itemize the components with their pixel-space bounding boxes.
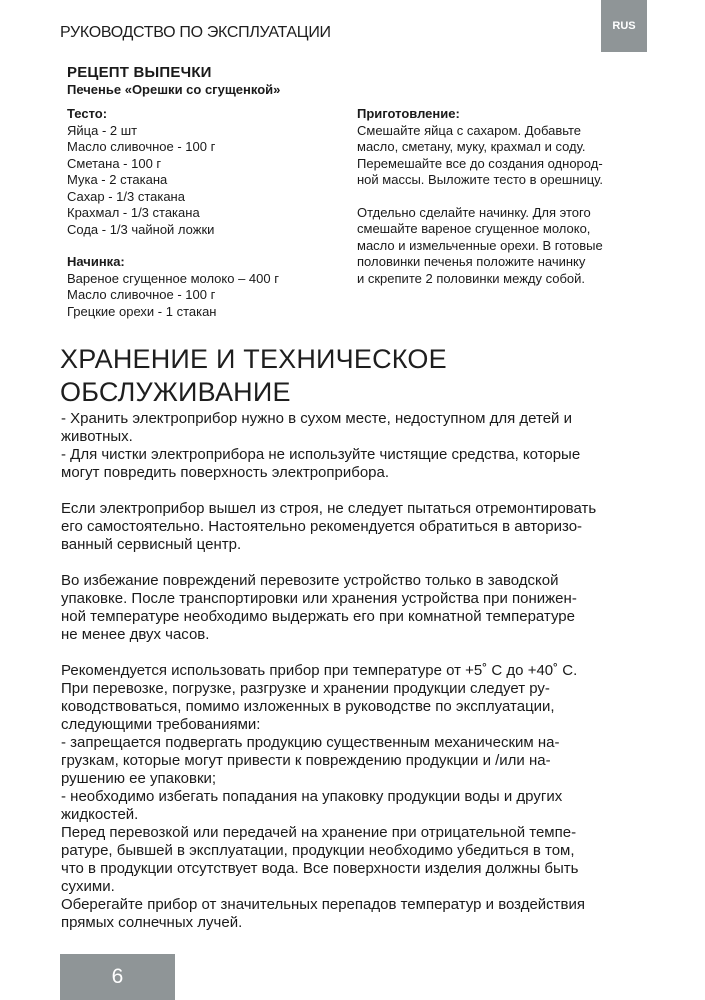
text-line: При перевозке, погрузке, разгрузке и хранении продукции следует ру- (61, 680, 550, 697)
section-heading (60, 343, 447, 409)
language-tab: RUS (601, 0, 647, 52)
text-line: Во избежание повреждений перевозите устройство только в заводской (61, 572, 559, 589)
text-line: - Для чистки электроприбора не используйте чистящие средства, которые (61, 446, 581, 463)
filling-item: Масло сливочное - 100 г (67, 287, 216, 302)
text-line: Рекомендуется использовать прибор при температуре от +5˚ С до +40˚ С. (61, 662, 578, 679)
text-line: смешайте вареное сгущенное молоко, (357, 221, 591, 236)
filling-item: Грецкие орехи - 1 стакан (67, 303, 217, 319)
paragraph (61, 410, 651, 482)
text-line: прямых солнечных лучей. (61, 914, 243, 931)
text-line: его самостоятельно. Настоятельно рекомендуется обратиться в авторизо- (61, 518, 583, 535)
text-line: что в продукции отсутствует вода. Все поверхности изделия должны быть (61, 860, 579, 877)
paragraph (61, 662, 651, 932)
section-heading-line: ХРАНЕНИЕ И ТЕХНИЧЕСКОЕ (60, 344, 447, 374)
text-line: Отдельно сделайте начинку. Для этого (357, 204, 591, 220)
dough-item: Сметана - 100 г (67, 155, 162, 171)
text-line: ратуре, бывшей в эксплуатации, продукции необходимо убедиться в том, (61, 842, 575, 859)
dough-item: Сода - 1/3 чайной ложки (67, 221, 215, 237)
paragraph (61, 572, 651, 644)
preparation-paragraph-1 (357, 123, 647, 189)
text-line: животных. (61, 428, 133, 445)
header-title: РУКОВОДСТВО ПО ЭКСПЛУАТАЦИИ (60, 24, 331, 41)
dough-heading: Тесто: (67, 106, 108, 121)
preparation-column (357, 106, 647, 287)
text-line: могут повредить поверхность электроприбора. (61, 464, 390, 481)
text-line: ной температуре необходимо выдержать его при комнатной температуре (61, 608, 575, 625)
ingredients-column (67, 106, 342, 320)
section-heading-line: ОБСЛУЖИВАНИЕ (60, 377, 291, 407)
filling-item: Вареное сгущенное молоко – 400 г (67, 270, 279, 286)
text-line: рушению ее упаковки; (61, 770, 217, 787)
text-line: ководствоваться, помимо изложенных в руководстве по эксплуатации, (61, 698, 555, 715)
text-line: жидкостей. (61, 806, 139, 823)
text-line: масло и измельченные орехи. В готовые (357, 237, 603, 253)
text-line: следующими требованиями: (61, 716, 261, 733)
recipe-subtitle: Печенье «Орешки со сгущенкой» (67, 82, 281, 97)
dough-item: Яйца - 2 шт (67, 122, 138, 138)
dough-item: Крахмал - 1/3 стакана (67, 205, 200, 220)
text-line: - необходимо избегать попадания на упаковку продукции воды и других (61, 788, 563, 805)
text-line: масло, сметану, муку, крахмал и соду. (357, 139, 586, 154)
storage-maintenance-text (61, 410, 651, 932)
text-line: - запрещается подвергать продукцию существенным механическим на- (61, 734, 560, 751)
text-line: Оберегайте прибор от значительных перепадов температур и воздействия (61, 896, 586, 913)
text-line: половинки печенья положите начинку (357, 254, 586, 269)
text-line: грузкам, которые могут привести к повреждению продукции и /или на- (61, 752, 551, 769)
dough-item: Сахар - 1/3 стакана (67, 188, 185, 204)
text-line: Смешайте яйца с сахаром. Добавьте (357, 122, 582, 138)
preparation-paragraph-2 (357, 205, 647, 288)
text-line: ванный сервисный центр. (61, 536, 242, 553)
text-line: и скрепите 2 половинки между собой. (357, 270, 586, 286)
recipe-title: РЕЦЕПТ ВЫПЕЧКИ (67, 64, 212, 81)
text-line: упаковке. После транспортировки или хранения устройства при понижен- (61, 590, 577, 607)
dough-item: Мука - 2 стакана (67, 172, 168, 187)
page-number: 6 (60, 954, 175, 1000)
text-line: не менее двух часов. (61, 626, 210, 643)
text-line: сухими. (61, 878, 115, 895)
text-line: Перемешайте все до создания однород- (357, 155, 603, 171)
text-line: ной массы. Выложите тесто в орешницу. (357, 172, 603, 187)
text-line: Перед перевозкой или передачей на хранение при отрицательной темпе- (61, 824, 577, 841)
filling-heading: Начинка: (67, 254, 125, 269)
paragraph (61, 500, 651, 554)
text-line: - Хранить электроприбор нужно в сухом месте, недоступном для детей и (61, 410, 572, 427)
preparation-heading: Приготовление: (357, 106, 460, 121)
dough-item: Масло сливочное - 100 г (67, 139, 216, 154)
text-line: Если электроприбор вышел из строя, не следует пытаться отремонтировать (61, 500, 597, 517)
